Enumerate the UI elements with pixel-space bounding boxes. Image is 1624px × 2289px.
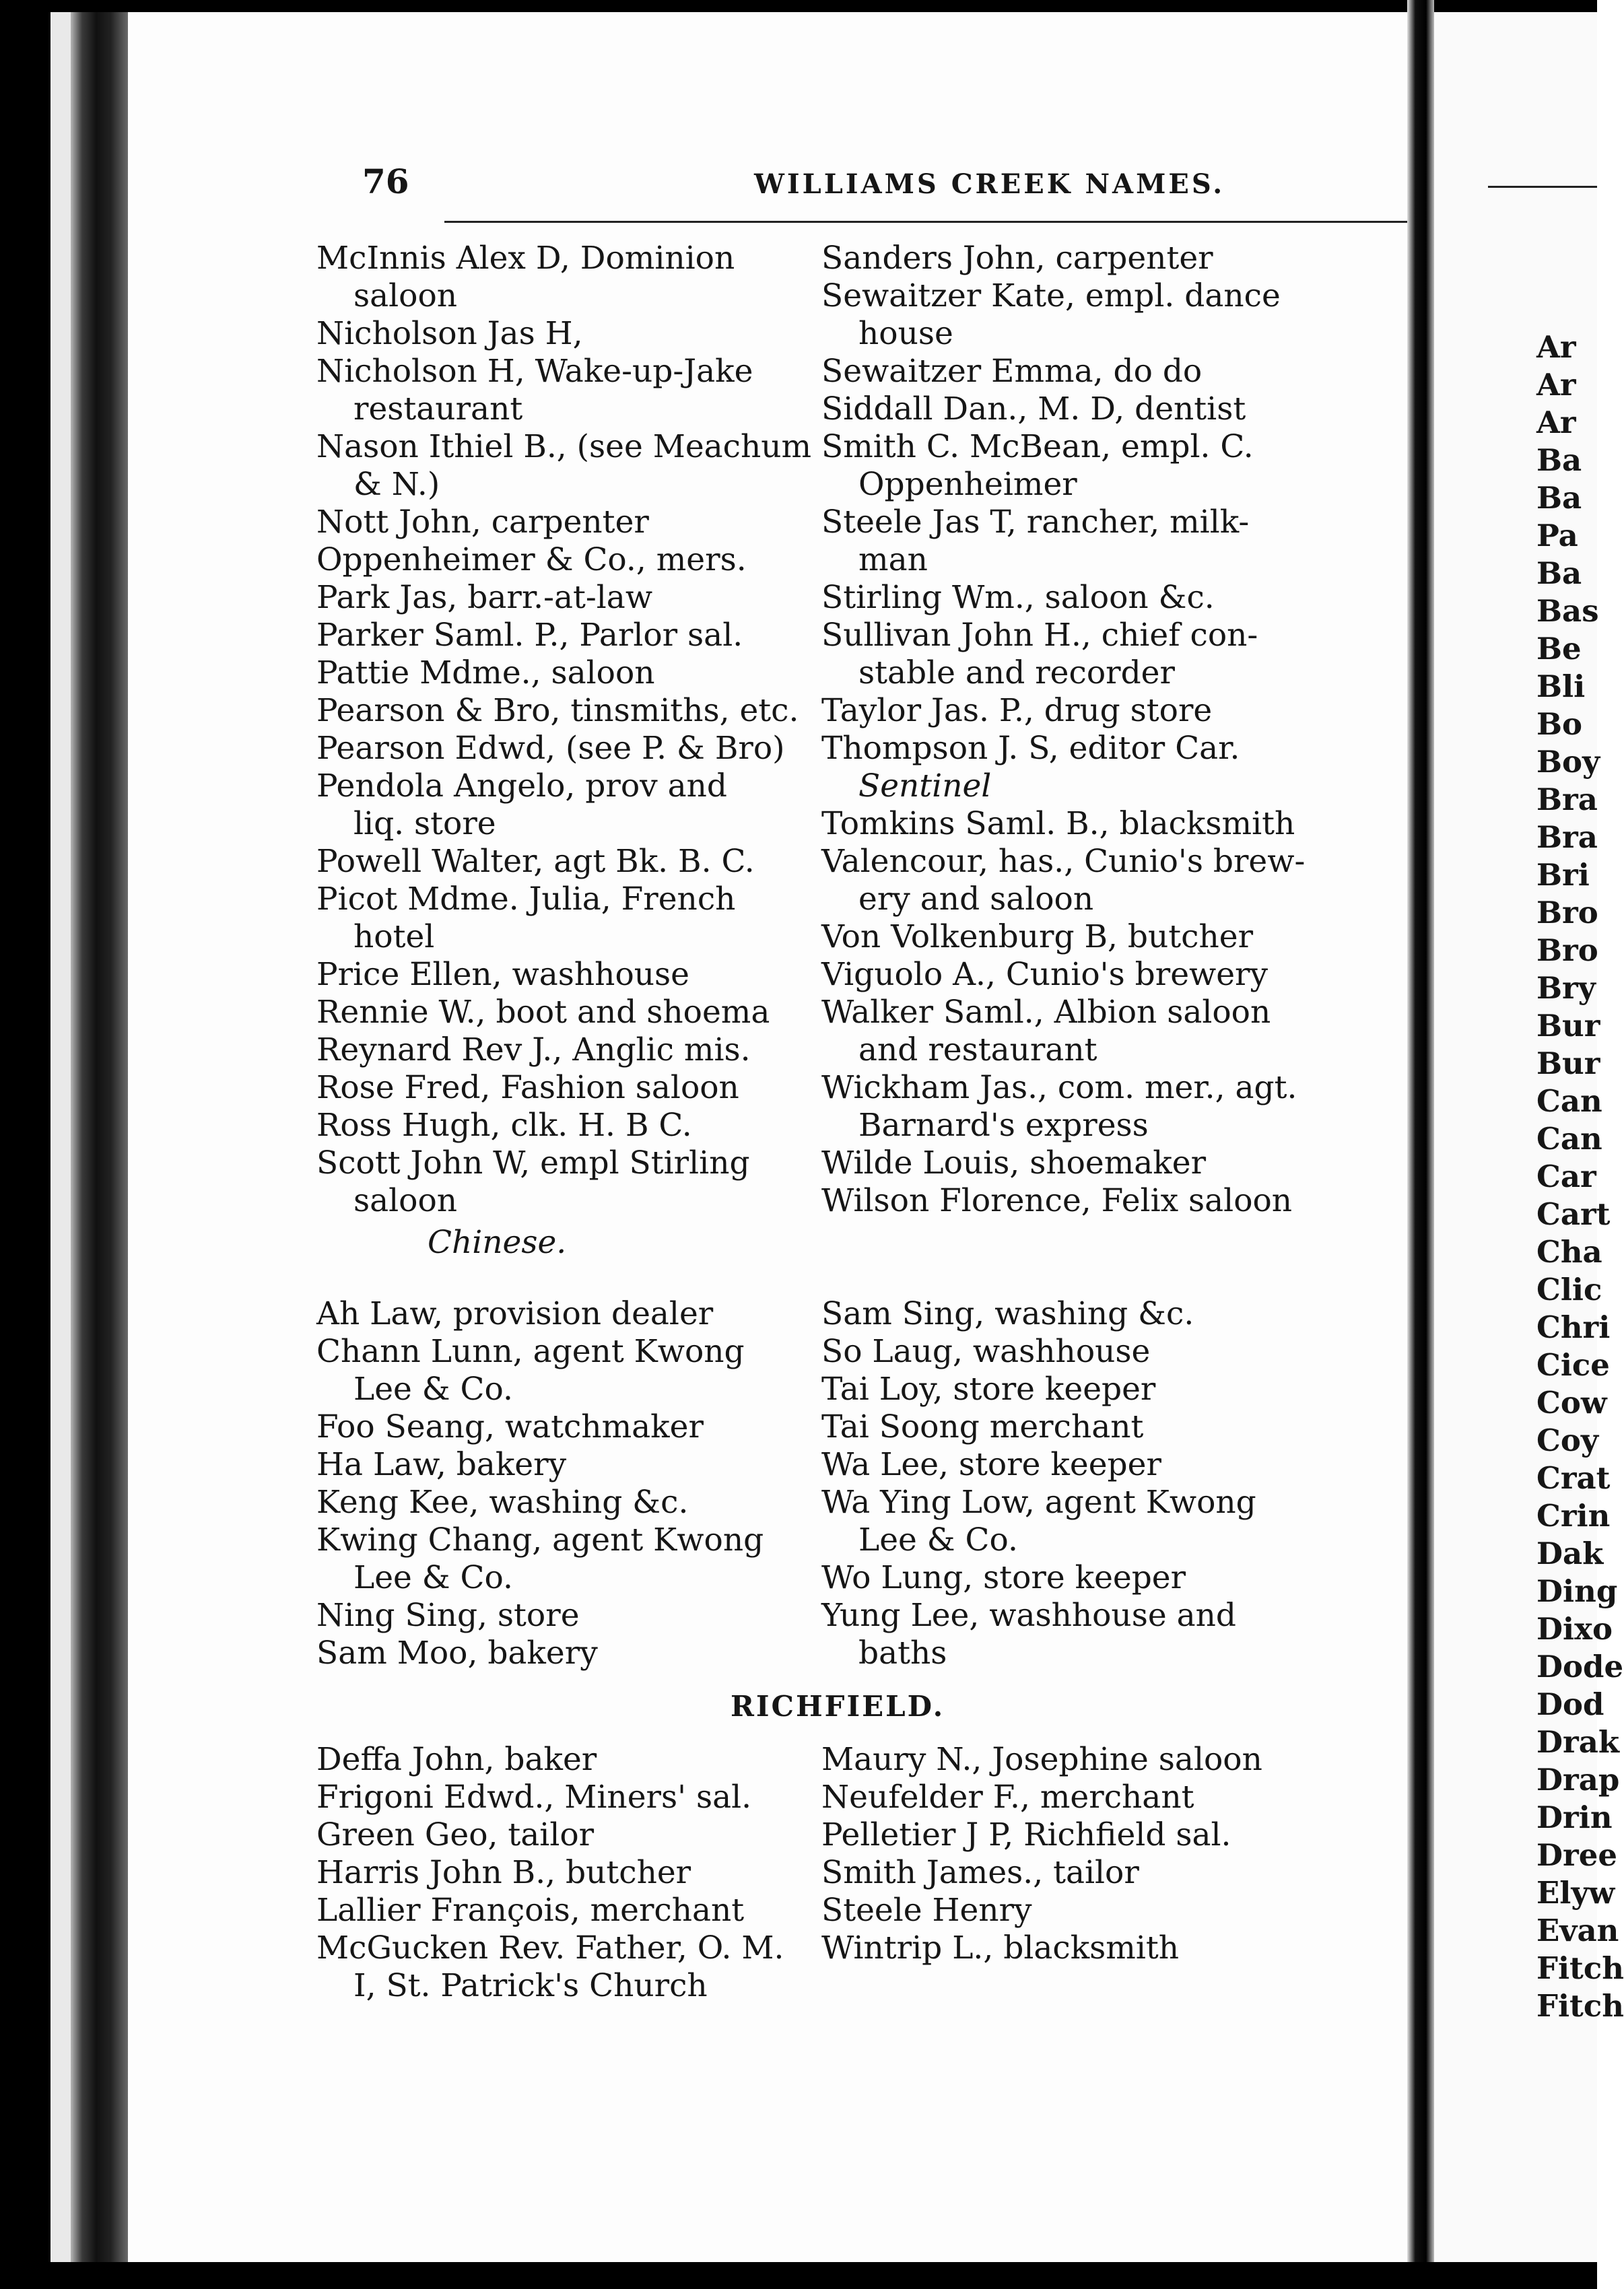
directory-entry: Powell Walter, agt Bk. B. C. [316,843,755,880]
directory-entry: Harris John B., butcher [316,1854,691,1891]
directory-entry: Pendola Angelo, prov and [316,767,728,805]
directory-entry: Wickham Jas., com. mer., agt. [821,1069,1297,1106]
book-gutter [1407,0,1434,2289]
facing-page-fragment: Car [1536,1159,1596,1194]
facing-page-fragment: Ba [1536,442,1582,478]
directory-entry: Kwing Chang, agent Kwong [316,1522,764,1559]
directory-entry: Deffa John, baker [316,1741,597,1778]
directory-entry: Thompson J. S, editor Car. [821,730,1240,767]
directory-entry: Oppenheimer & Co., mers. [316,541,747,578]
facing-page-fragment: Drak [1536,1724,1620,1760]
directory-entry: Green Geo, tailor [316,1816,595,1853]
facing-page-rule [1488,186,1597,188]
directory-entry-continuation: Lee & Co. [353,1371,513,1408]
directory-entry: Chann Lunn, agent Kwong [316,1333,745,1370]
facing-page-fragment: Ding [1536,1573,1618,1609]
page-edge [50,12,71,2262]
directory-entry: Smith C. McBean, empl. C. [821,428,1254,465]
directory-entry-continuation: ery and saloon [858,881,1094,918]
directory-entry: Nason Ithiel B., (see Meachum [316,428,812,465]
facing-page-fragment: Chri [1536,1309,1611,1345]
directory-entry: Sullivan John H., chief con- [821,617,1258,654]
directory-entry: Nicholson H, Wake-up-Jake [316,353,753,390]
directory-entry: Price Ellen, washhouse [316,956,689,993]
directory-entry: Wilson Florence, Felix saloon [821,1182,1293,1219]
facing-page-fragment: Crat [1536,1460,1611,1496]
facing-page-fragment: Ar [1536,405,1576,440]
directory-entry: Reynard Rev J., Anglic mis. [316,1031,751,1068]
facing-page-fragment: Can [1536,1083,1602,1119]
facing-page-fragment: Clic [1536,1272,1602,1307]
directory-entry-continuation: & N.) [353,466,440,503]
directory-entry: Ning Sing, store [316,1597,580,1634]
facing-page-fragment: Bra [1536,819,1598,855]
facing-page-fragment: Cice [1536,1347,1610,1383]
directory-entry: So Laug, washhouse [821,1333,1151,1370]
facing-page-fragments [1536,329,1624,2025]
directory-entry: Pearson & Bro, tinsmiths, etc. [316,692,799,729]
directory-entry: Scott John W, empl Stirling [316,1144,750,1182]
facing-page-fragment: Dak [1536,1536,1604,1571]
directory-entry: Maury N., Josephine saloon [821,1741,1262,1778]
chinese-right-column [821,1295,1256,1672]
directory-entry: Ross Hugh, clk. H. B C. [316,1107,692,1144]
directory-entry: Parker Saml. P., Parlor sal. [316,617,743,654]
directory-entry-continuation: I, St. Patrick's Church [353,1967,708,2004]
directory-entry: Keng Kee, washing &c. [316,1484,689,1521]
facing-page-fragment: Bry [1536,970,1596,1006]
facing-page-fragment: Bo [1536,706,1583,742]
facing-page-fragment: Boy [1536,744,1600,780]
directory-entry: Valencour, has., Cunio's brew- [821,843,1306,880]
directory-entry: Rose Fred, Fashion saloon [316,1069,739,1106]
directory-entry: Wa Lee, store keeper [821,1446,1161,1483]
chinese-left-column [316,1295,764,1672]
facing-page-fragment: Coy [1536,1423,1598,1458]
facing-page-fragment: Bra [1536,782,1598,817]
directory-entry-continuation: stable and recorder [858,654,1175,691]
facing-page-fragment: Ar [1536,329,1576,365]
facing-page-fragment: Bur [1536,1046,1600,1081]
section-heading-chinese: Chinese. [428,1224,567,1261]
facing-page-fragment: Dixo [1536,1611,1613,1647]
directory-entry: Picot Mdme. Julia, French [316,881,736,918]
directory-entry-continuation: man [858,541,928,578]
directory-entry-continuation: saloon [353,1182,458,1219]
directory-entry-continuation: house [858,315,953,352]
facing-page-fragment: Ar [1536,367,1576,403]
scan-border-bottom [0,2262,1597,2289]
book-spine [71,12,128,2262]
scan-border-top [0,0,1597,12]
directory-entry: Sam Sing, washing &c. [821,1295,1194,1332]
directory-entry: Park Jas, barr.-at-law [316,579,653,616]
scan-border-left [0,0,50,2289]
facing-page-fragment: Fitch [1536,1988,1624,2024]
facing-page-fragment: Dode [1536,1649,1624,1684]
directory-entry-continuation: hotel [353,918,435,955]
facing-page-fragment: Bri [1536,857,1590,893]
directory-entry: Frigoni Edwd., Miners' sal. [316,1779,752,1816]
directory-entry: Nicholson Jas H, [316,315,583,352]
directory-entry-continuation: Lee & Co. [858,1522,1018,1559]
facing-page-fragment: Dod [1536,1686,1604,1722]
directory-entry: Neufelder F., merchant [821,1779,1194,1816]
facing-page-fragment: Crin [1536,1498,1611,1534]
facing-page-fragment: Dree [1536,1837,1617,1873]
facing-page-fragment: Ba [1536,480,1582,516]
directory-entry-continuation: Lee & Co. [353,1559,513,1596]
directory-entry: Yung Lee, washhouse and [821,1597,1236,1634]
facing-page-fragment: Drap [1536,1762,1620,1798]
facing-page-fragment: Bas [1536,593,1599,629]
facing-page-fragment: Can [1536,1121,1602,1157]
directory-entry: Rennie W., boot and shoema [316,994,770,1031]
directory-entry: Tai Loy, store keeper [821,1371,1156,1408]
directory-entry: Sewaitzer Emma, do do [821,353,1203,390]
directory-entry: McGucken Rev. Father, O. M. [316,1929,784,1967]
directory-entry: Sam Moo, bakery [316,1635,598,1672]
directory-entry-continuation: saloon [353,277,458,314]
directory-entry: Stirling Wm., saloon &c. [821,579,1215,616]
page-number: 76 [362,162,409,201]
directory-entry: Siddall Dan., M. D, dentist [821,390,1246,428]
directory-entry: Foo Seang, watchmaker [316,1408,704,1445]
directory-entry: Wo Lung, store keeper [821,1559,1186,1596]
directory-entry: Tai Soong merchant [821,1408,1144,1445]
facing-page-fragment: Cart [1536,1196,1611,1232]
directory-entry-continuation: restaurant [353,390,523,428]
facing-page-fragment: Ba [1536,555,1582,591]
directory-entry: Wintrip L., blacksmith [821,1929,1180,1967]
directory-entry: Pearson Edwd, (see P. & Bro) [316,730,785,767]
directory-entry: Pelletier J P, Richfield sal. [821,1816,1231,1853]
williams-creek-left-column [316,240,811,1220]
directory-entry-continuation: liq. store [353,805,496,842]
facing-page-fragment: Be [1536,631,1582,667]
directory-entry: Smith James., tailor [821,1854,1139,1891]
directory-entry: Ah Law, provision dealer [316,1295,714,1332]
directory-entry: Nott John, carpenter [316,504,649,541]
header-rule [444,221,1441,223]
directory-entry: Wilde Louis, shoemaker [821,1144,1207,1182]
facing-page-fragment: Cha [1536,1234,1602,1270]
directory-entry: Pattie Mdme., saloon [316,654,655,691]
facing-page-fragment: Fitch [1536,1950,1624,1986]
directory-entry: Sentinel [858,767,992,805]
richfield-right-column [821,1741,1262,1967]
directory-entry: Sewaitzer Kate, empl. dance [821,277,1281,314]
facing-page-fragment: Evan [1536,1913,1619,1948]
facing-page-fragment: Cow [1536,1385,1607,1421]
facing-page-fragment: Bur [1536,1008,1600,1044]
directory-entry: Sanders John, carpenter [821,240,1213,277]
directory-entry: Steele Jas T, rancher, milk- [821,504,1250,541]
directory-entry-continuation: Oppenheimer [858,466,1077,503]
directory-entry: Walker Saml., Albion saloon [821,994,1271,1031]
facing-page-fragment: Pa [1536,518,1578,553]
directory-entry-continuation: Barnard's express [858,1107,1149,1144]
facing-page-fragment: Elyw [1536,1875,1615,1911]
directory-entry: Steele Henry [821,1892,1032,1929]
facing-page-fragment: Bli [1536,669,1586,704]
running-head: WILLIAMS CREEK NAMES. [754,168,1225,200]
williams-creek-right-column [821,240,1305,1220]
facing-page-fragment: Drin [1536,1800,1613,1835]
directory-entry: Taylor Jas. P., drug store [821,692,1213,729]
directory-entry: Tomkins Saml. B., blacksmith [821,805,1295,842]
directory-entry: Viguolo A., Cunio's brewery [821,956,1268,993]
section-heading-richfield: RICHFIELD. [731,1690,945,1723]
directory-entry: Lallier François, merchant [316,1892,745,1929]
directory-page [128,12,1407,2262]
directory-entry: Von Volkenburg B, butcher [821,918,1254,955]
facing-page [1434,12,1624,2262]
richfield-left-column [316,1741,784,2005]
directory-entry: McInnis Alex D, Dominion [316,240,735,277]
facing-page-fragment: Bro [1536,932,1598,968]
directory-entry-continuation: and restaurant [858,1031,1097,1068]
directory-entry: Ha Law, bakery [316,1446,567,1483]
facing-page-fragment: Bro [1536,895,1598,930]
directory-entry: Wa Ying Low, agent Kwong [821,1484,1256,1521]
directory-entry-continuation: baths [858,1635,947,1672]
